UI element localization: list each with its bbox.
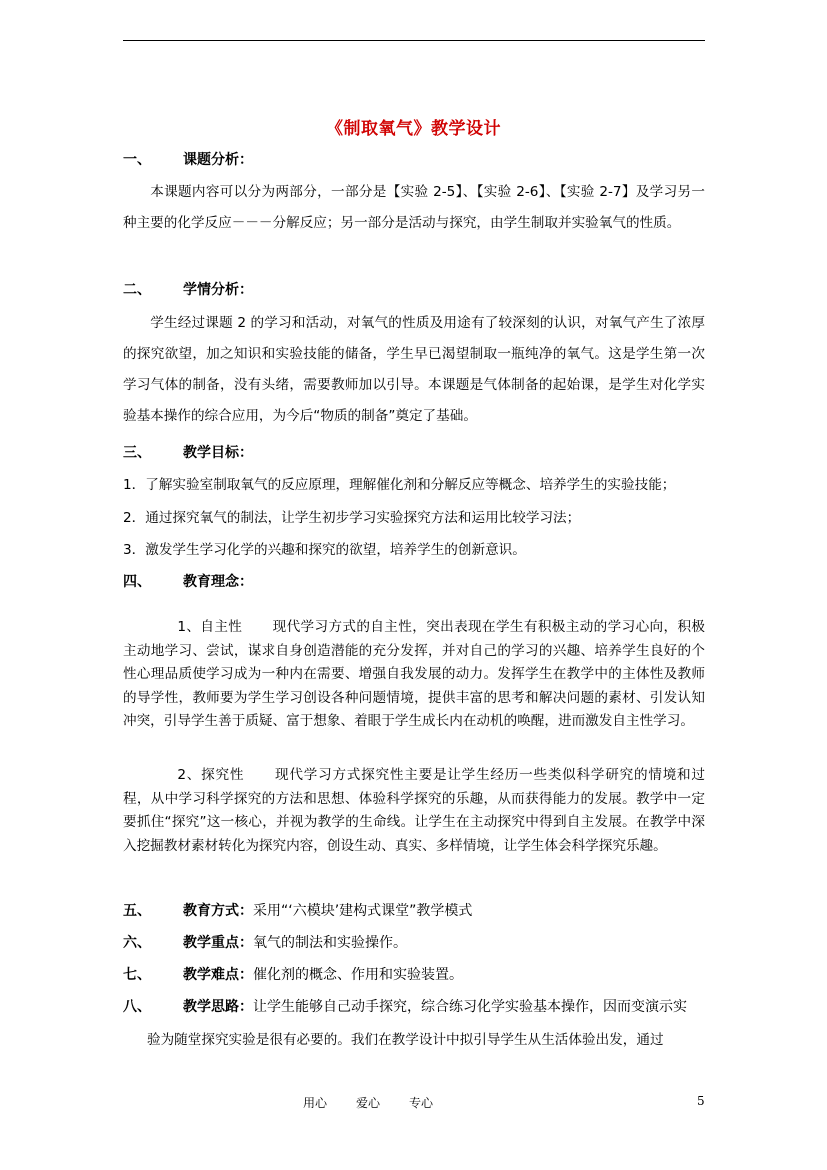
page-number: 5 xyxy=(697,1094,705,1108)
footer-motto: 用心 爱心 专心 xyxy=(303,1096,434,1110)
page-title: 《制取氧气》教学设计 xyxy=(326,119,501,139)
philosophy-inquiry-label: 2、探究性 xyxy=(177,767,245,783)
objective-item-1: 1．了解实验室制取氧气的反应原理，理解催化剂和分解反应等概念、培养学生的实验技能； xyxy=(123,477,676,493)
philosophy-autonomy-label: 1、自主性 xyxy=(177,619,243,635)
section-heading-2: 二、 学情分析： xyxy=(123,282,253,298)
student-analysis-paragraph: 学生经过课题 2 的学习和活动，对氧气的性质及用途有了较深刻的认识，对氧气产生了浓厚的探究欲望，加之知识和实验技能的储备，学生早已渴望制取一瓶纯净的氧气。这是学生第一次学习气体的制备，没有头绪，需要教师加以引导。本课题是气体制备的起始课，是学生对化学实验基本操作的综合应用，为今后“物质的制备”奠定了基础。 xyxy=(123,315,705,424)
header-rule xyxy=(123,40,705,41)
section-heading-7: 七、 教学难点：催化剂的概念、作用和实验装置。 xyxy=(123,967,463,983)
philosophy-inquiry-text: 现代学习方式探究性主要是让学生经历一些类似科学研究的情境和过程，从中学习科学探究的方法和思想、体验科学探究的乐趣，从而获得能力的发展。教学中一定要抓住“探究”这一核心，并视为教学的生命线。让学生在主动探究中得到自主发展。在教学中深入挖掘教材素材转化为探究内容，创设生动、真实、多样情境，让学生体会科学探究乐趣。 xyxy=(123,767,706,854)
philosophy-autonomy-text: 现代学习方式的自主性，突出表现在学生有积极主动的学习心向，积极主动地学习、尝试，谋求自身创造潜能的充分发挥，并对自己的学习的兴趣、培养学生良好的个性心理品质使学习成为一种内在需要、增强自我发展的动力。发挥学生在教学中的主体性及教师的导学性，教师要为学生学习创设各种问题情境，提供丰富的思考和解决问题的素材、引发认知冲突，引导学生善于质疑、富于想象、着眼于学生成长内在动机的唤醒，进而激发自主性学习。 xyxy=(123,619,705,729)
section-heading-1: 一、 课题分析： xyxy=(123,152,253,168)
section-heading-3: 三、 教学目标： xyxy=(123,445,253,461)
section-heading-8: 八、 教学思路：让学生能够自己动手探究，综合练习化学实验基本操作，因而变演示实 xyxy=(123,999,687,1015)
philosophy-autonomy-paragraph xyxy=(123,616,705,734)
section-heading-4: 四、 教育理念： xyxy=(123,574,253,590)
teaching-thinking-continuation: 验为随堂探究实验是很有必要的。我们在教学设计中拟引导学生从生活体验出发，通过 xyxy=(147,1032,664,1048)
objective-item-2: 2．通过探究氧气的制法，让学生初步学习实验探究方法和运用比较学习法； xyxy=(123,510,581,526)
objective-item-3: 3．激发学生学习化学的兴趣和探究的欲望，培养学生的创新意识。 xyxy=(123,542,526,558)
philosophy-inquiry-paragraph xyxy=(123,764,705,858)
section-heading-6: 六、 教学重点：氧气的制法和实验操作。 xyxy=(123,935,407,951)
section-heading-5: 五、 教育方式：采用“‘六模块’建构式课堂”教学模式 xyxy=(123,903,473,919)
topic-analysis-paragraph: 本课题内容可以分为两部分，一部分是【实验 2-5】、【实验 2-6】、【实验 2-7】及学习另一种主要的化学反应－－－分解反应；另一部分是活动与探究，由学生制取并实验氧气的性质。 xyxy=(123,184,705,231)
